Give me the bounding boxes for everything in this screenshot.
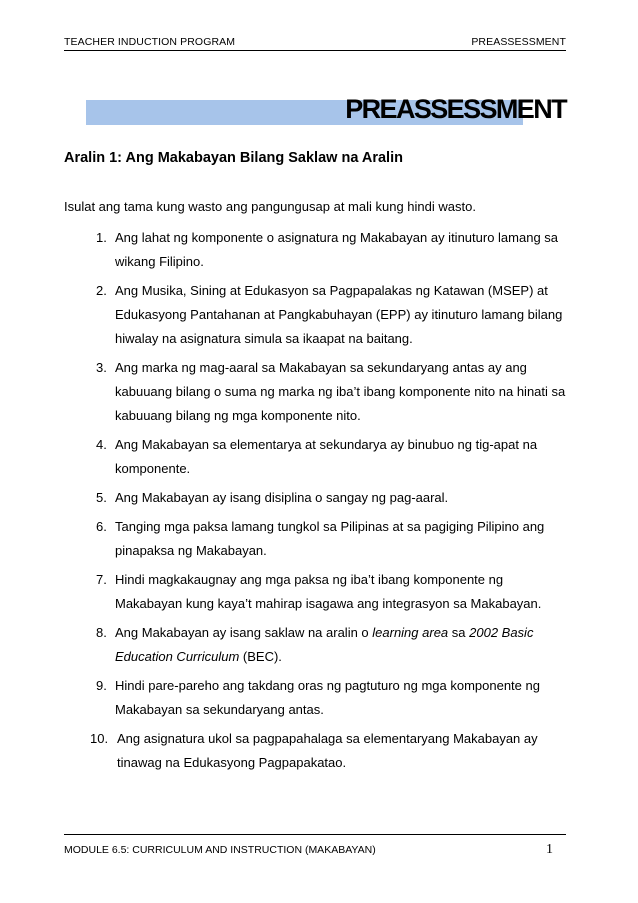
page-header: [64, 36, 566, 51]
question-text: Ang Makabayan sa elementarya at sekundarya ay binubuo ng tig-apat na komponente.: [115, 437, 538, 476]
page-footer: [64, 834, 566, 858]
question-list: [64, 226, 566, 780]
question-item-4: [64, 433, 566, 481]
italic-term-curriculum: 2002 Basic Education Curriculum: [115, 625, 534, 664]
page-number: 1: [546, 842, 553, 857]
question-number: 3.: [96, 360, 107, 375]
question-number: 10.: [90, 731, 109, 746]
header-program-name: TEACHER INDUCTION PROGRAM: [64, 36, 236, 48]
question-text: Hindi magkakaugnay ang mga paksa ng iba’t ibang komponente ng Makabayan kung kaya’t mahirap isagawa ang integrasyon sa Makabayan.: [115, 572, 542, 611]
question-text: Tanging mga paksa lamang tungkol sa Pilipinas at sa pagiging Pilipino ang pinapaksa ng Makabayan.: [115, 519, 545, 558]
question-number: 9.: [96, 678, 107, 693]
question-number: 4.: [96, 437, 107, 452]
question-number: 6.: [96, 519, 107, 534]
question-text-part: sa: [448, 625, 470, 640]
footer-module-name: MODULE 6.5: CURRICULUM AND INSTRUCTION (MAKABAYAN): [64, 844, 376, 856]
question-item-7: [64, 568, 566, 616]
lesson-title: Aralin 1: Ang Makabayan Bilang Saklaw na Aralin: [64, 150, 403, 166]
question-number: 8.: [96, 625, 107, 640]
question-text: Ang marka ng mag-aaral sa Makabayan sa sekundaryang antas ay ang kabuuang bilang o suma ng marka ng iba’t ibang komponente nito na hinati sa kabuuang bilang ng mga komponente nito.: [115, 360, 566, 423]
question-text: Ang asignatura ukol sa pagpapahalaga sa elementaryang Makabayan ay tinawag na Edukasyong Pagpapakatao.: [117, 731, 538, 770]
question-text: Ang lahat ng komponente o asignatura ng Makabayan ay itinuturo lamang sa wikang Filipino.: [115, 230, 559, 269]
question-text: Hindi pare-pareho ang takdang oras ng pagtuturo ng mga komponente ng Makabayan sa sekundaryang antas.: [115, 678, 540, 717]
question-item-2: [64, 279, 566, 351]
question-item-9: [64, 674, 566, 722]
question-item-3: [64, 356, 566, 428]
question-text-part: Ang Makabayan ay isang saklaw na aralin o: [115, 625, 373, 640]
italic-term-learning-area: learning area: [372, 625, 449, 640]
question-number: 1.: [96, 230, 107, 245]
question-number: 7.: [96, 572, 107, 587]
banner-title: PREASSESSMENT: [345, 94, 566, 124]
question-item-10: [64, 727, 566, 775]
question-text: Ang Makabayan ay isang disiplina o sangay ng pag-aaral.: [115, 490, 449, 505]
instructions: Isulat ang tama kung wasto ang pangungusap at mali kung hindi wasto.: [64, 199, 476, 214]
question-number: 2.: [96, 283, 107, 298]
question-text: [115, 625, 533, 664]
question-item-8: [64, 621, 566, 669]
header-section-name: PREASSESSMENT: [471, 36, 566, 48]
question-text: Ang Musika, Sining at Edukasyon sa Pagpapalakas ng Katawan (MSEP) at Edukasyong Pantahanan at Pangkabuhayan (EPP) ay itinuturo lamang bilang hiwalay na asignatura simula sa ikaapat na baitang.: [115, 283, 563, 346]
question-item-5: [64, 486, 566, 510]
question-number: 5.: [96, 490, 107, 505]
question-item-6: [64, 515, 566, 563]
question-text-part: (BEC).: [239, 649, 282, 664]
question-item-1: [64, 226, 566, 274]
